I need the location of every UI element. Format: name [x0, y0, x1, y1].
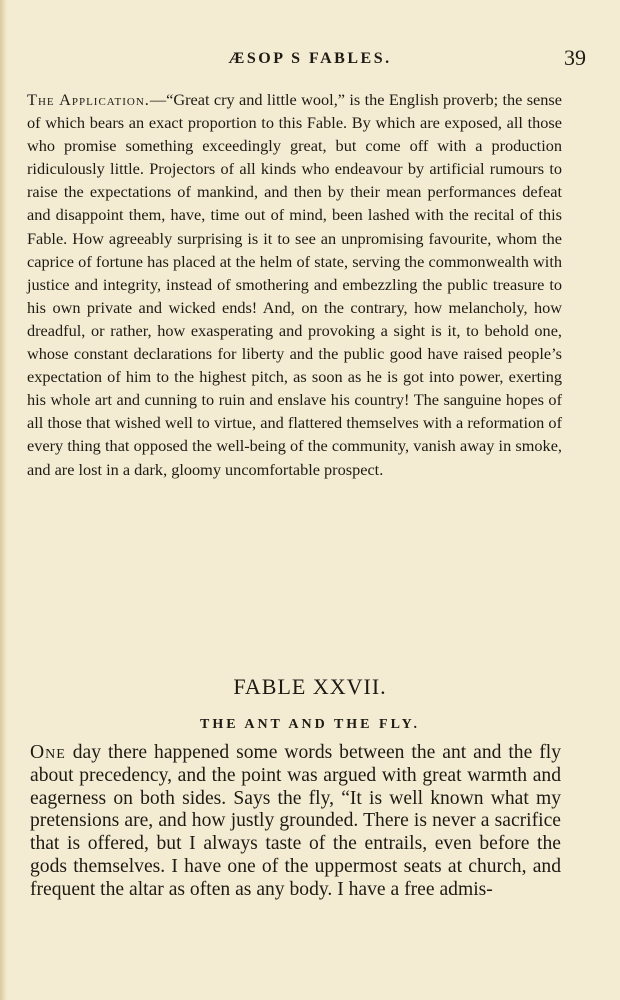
fable-number-heading: FABLE XXVII. — [233, 674, 387, 699]
fable-opening-word: One — [30, 742, 66, 763]
application-text: —“Great cry and little wool,” is the English proverb; the sense of which bears an exact proportion to this Fable. By which are exposed, all those who promise something exceedingly great, but come off with a production ridiculously little. Projectors of all kinds who endeavour by artificial rumours to raise the expectations of mankind, and then by their mean performances defeat and disappoint them, have, time out of mind, been lashed with the recital of this Fable. How agreeably surprising is it to see an unpromising favourite, whom the caprice of fortune has placed at the helm of state, serving the commonwealth with justice and integrity, instead of smothering and embezzling the public treasure to his own private and wicked ends! And, on the contrary, how melancholy, how dreadful, or rather, how exasperating and provoking a sight is it, to behold one, whose constant declarations for liberty and the public good have raised people’s expectation of him to the highest pitch, as soon as he is got into power, exerting his whole art and cunning to ruin and enslave his country! The sanguine hopes of all those that wished well to virtue, and flattered themselves with a reformation of every thing that opposed the well-being of the community, vanish away in smoke, and are lost in a dark, gloomy uncomfortable prospect. — [27, 90, 562, 479]
running-title: ÆSOP S FABLES. — [228, 50, 392, 67]
application-paragraph — [27, 88, 562, 481]
fable-text: day there happened some words between the ant and the fly about precedency, and the point was argued with great warmth and eagerness on both sides. Says the fly, “It is well known what my pretensions are, and how justly grounded. There is never a sacrifice that is offered, but I always taste of the entrails, even before the gods themselves. I have one of the uppermost seats at church, and frequent the altar as often as any body. I have a free admis- — [30, 742, 561, 900]
application-label: The Application. — [27, 90, 150, 109]
page-number: 39 — [564, 45, 586, 70]
fable-title: THE ANT AND THE FLY. — [200, 717, 420, 732]
fable-paragraph — [30, 742, 561, 902]
